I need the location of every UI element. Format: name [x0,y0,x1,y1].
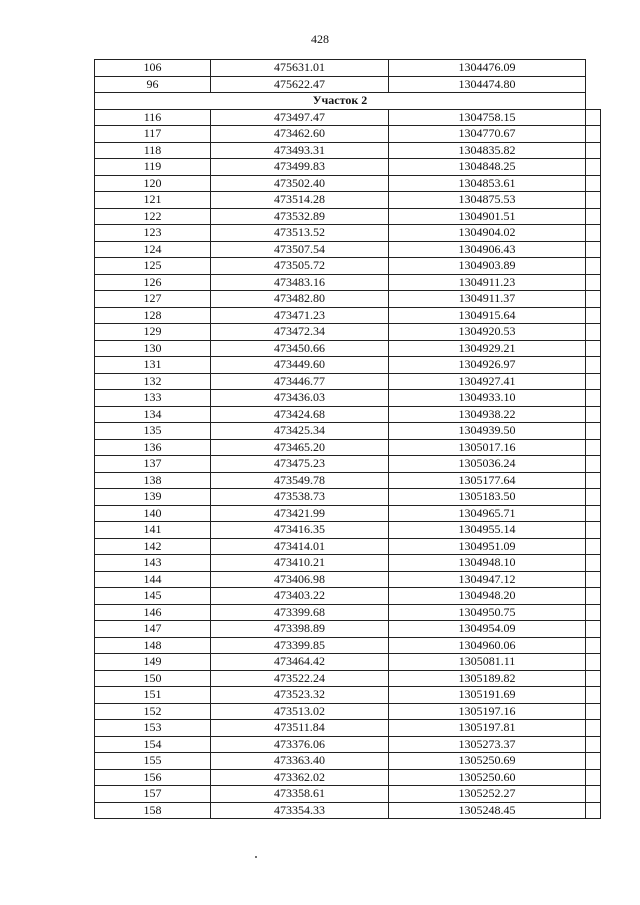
y-coordinate-cell: 1304911.37 [389,291,586,308]
table-row [95,753,601,770]
y-coordinate-cell: 1304835.82 [389,142,586,159]
y-coordinate-cell: 1304474.80 [389,76,586,93]
table-row [95,142,601,159]
x-coordinate-cell: 473376.06 [211,736,389,753]
point-number-cell: 150 [95,670,211,687]
x-coordinate-cell: 473363.40 [211,753,389,770]
y-coordinate-cell: 1304965.71 [389,505,586,522]
extra-cell [586,588,601,605]
point-number-cell: 155 [95,753,211,770]
table-row [95,192,601,209]
x-coordinate-cell: 473538.73 [211,489,389,506]
extra-cell [586,736,601,753]
blank-cell [586,60,601,77]
x-coordinate-cell: 473483.16 [211,274,389,291]
point-number-cell: 149 [95,654,211,671]
x-coordinate-cell: 473424.68 [211,406,389,423]
extra-cell [586,175,601,192]
table-row [95,654,601,671]
extra-cell [586,505,601,522]
x-coordinate-cell: 473421.99 [211,505,389,522]
extra-cell [586,670,601,687]
extra-cell [586,373,601,390]
table-row [95,159,601,176]
point-number-cell: 126 [95,274,211,291]
x-coordinate-cell: 473449.60 [211,357,389,374]
extra-cell [586,423,601,440]
x-coordinate-cell: 473362.02 [211,769,389,786]
table-row [95,423,601,440]
page-number: 428 [311,32,329,46]
point-number-cell: 134 [95,406,211,423]
point-number-cell: 154 [95,736,211,753]
table-row [95,208,601,225]
table-row [95,241,601,258]
table-row [95,307,601,324]
point-number-cell: 120 [95,175,211,192]
point-number-cell: 118 [95,142,211,159]
x-coordinate-cell: 473471.23 [211,307,389,324]
x-coordinate-cell: 473406.98 [211,571,389,588]
point-number-cell: 125 [95,258,211,275]
section-header-row [95,93,601,110]
y-coordinate-cell: 1304939.50 [389,423,586,440]
y-coordinate-cell: 1304933.10 [389,390,586,407]
y-coordinate-cell: 1304920.53 [389,324,586,341]
extra-cell [586,406,601,423]
x-coordinate-cell: 473507.54 [211,241,389,258]
y-coordinate-cell: 1305250.69 [389,753,586,770]
y-coordinate-cell: 1304948.20 [389,588,586,605]
x-coordinate-cell: 473499.83 [211,159,389,176]
table-row [95,456,601,473]
y-coordinate-cell: 1304476.09 [389,60,586,77]
y-coordinate-cell: 1304758.15 [389,109,586,126]
extra-cell [586,225,601,242]
table-row [95,687,601,704]
table-row [95,703,601,720]
y-coordinate-cell: 1304911.23 [389,274,586,291]
extra-cell [586,109,601,126]
point-number-cell: 133 [95,390,211,407]
extra-cell [586,142,601,159]
x-coordinate-cell: 473462.60 [211,126,389,143]
x-coordinate-cell: 473450.66 [211,340,389,357]
x-coordinate-cell: 473513.52 [211,225,389,242]
point-number-cell: 127 [95,291,211,308]
table-row [95,538,601,555]
point-number-cell: 131 [95,357,211,374]
x-coordinate-cell: 475631.01 [211,60,389,77]
table-row [95,720,601,737]
y-coordinate-cell: 1305189.82 [389,670,586,687]
y-coordinate-cell: 1304901.51 [389,208,586,225]
point-number-cell: 146 [95,604,211,621]
point-number-cell: 145 [95,588,211,605]
blank-cell [586,76,601,93]
y-coordinate-cell: 1305036.24 [389,456,586,473]
x-coordinate-cell: 473358.61 [211,786,389,803]
x-coordinate-cell: 473511.84 [211,720,389,737]
table-row [95,736,601,753]
extra-cell [586,802,601,819]
point-number-cell: 140 [95,505,211,522]
y-coordinate-cell: 1305197.16 [389,703,586,720]
point-number-cell: 143 [95,555,211,572]
point-number-cell: 136 [95,439,211,456]
extra-cell [586,439,601,456]
table-row [95,555,601,572]
x-coordinate-cell: 473493.31 [211,142,389,159]
point-number-cell: 124 [95,241,211,258]
point-number-cell: 144 [95,571,211,588]
table-row [95,126,601,143]
point-number-cell: 157 [95,786,211,803]
x-coordinate-cell: 473403.22 [211,588,389,605]
point-number-cell: 148 [95,637,211,654]
extra-cell [586,126,601,143]
y-coordinate-cell: 1305248.45 [389,802,586,819]
y-coordinate-cell: 1304951.09 [389,538,586,555]
point-number-cell: 96 [95,76,211,93]
table-row [95,175,601,192]
extra-cell [586,291,601,308]
x-coordinate-cell: 473523.32 [211,687,389,704]
point-number-cell: 147 [95,621,211,638]
y-coordinate-cell: 1304955.14 [389,522,586,539]
y-coordinate-cell: 1304906.43 [389,241,586,258]
y-coordinate-cell: 1304903.89 [389,258,586,275]
extra-cell [586,786,601,803]
table-row [95,472,601,489]
y-coordinate-cell: 1305252.27 [389,786,586,803]
point-number-cell: 121 [95,192,211,209]
extra-cell [586,274,601,291]
x-coordinate-cell: 473502.40 [211,175,389,192]
extra-cell [586,753,601,770]
point-number-cell: 152 [95,703,211,720]
table-row [95,786,601,803]
x-coordinate-cell: 473513.02 [211,703,389,720]
extra-cell [586,241,601,258]
y-coordinate-cell: 1305177.64 [389,472,586,489]
extra-cell [586,703,601,720]
y-coordinate-cell: 1305191.69 [389,687,586,704]
extra-cell [586,390,601,407]
y-coordinate-cell: 1304915.64 [389,307,586,324]
y-coordinate-cell: 1304848.25 [389,159,586,176]
point-number-cell: 156 [95,769,211,786]
y-coordinate-cell: 1304929.21 [389,340,586,357]
table-row [95,357,601,374]
extra-cell [586,324,601,341]
point-number-cell: 138 [95,472,211,489]
table-row [95,522,601,539]
coordinates-table-body [95,60,601,819]
extra-cell [586,192,601,209]
x-coordinate-cell: 473482.80 [211,291,389,308]
extra-cell [586,555,601,572]
extra-cell [586,159,601,176]
y-coordinate-cell: 1304948.10 [389,555,586,572]
x-coordinate-cell: 475622.47 [211,76,389,93]
x-coordinate-cell: 473446.77 [211,373,389,390]
x-coordinate-cell: 473414.01 [211,538,389,555]
point-number-cell: 151 [95,687,211,704]
x-coordinate-cell: 473416.35 [211,522,389,539]
y-coordinate-cell: 1305197.81 [389,720,586,737]
extra-cell [586,604,601,621]
blank-cell [586,93,601,110]
y-coordinate-cell: 1304853.61 [389,175,586,192]
point-number-cell: 158 [95,802,211,819]
x-coordinate-cell: 473475.23 [211,456,389,473]
extra-cell [586,456,601,473]
point-number-cell: 153 [95,720,211,737]
table-row [95,637,601,654]
scan-speck [255,856,257,858]
y-coordinate-cell: 1305250.60 [389,769,586,786]
extra-cell [586,637,601,654]
table-row [95,291,601,308]
x-coordinate-cell: 473514.28 [211,192,389,209]
y-coordinate-cell: 1304926.97 [389,357,586,374]
extra-cell [586,538,601,555]
point-number-cell: 130 [95,340,211,357]
x-coordinate-cell: 473532.89 [211,208,389,225]
extra-cell [586,340,601,357]
table-row [95,621,601,638]
table-row [95,769,601,786]
x-coordinate-cell: 473465.20 [211,439,389,456]
section-title: Участок 2 [95,93,586,110]
x-coordinate-cell: 473354.33 [211,802,389,819]
x-coordinate-cell: 473399.68 [211,604,389,621]
point-number-cell: 119 [95,159,211,176]
point-number-cell: 137 [95,456,211,473]
y-coordinate-cell: 1304960.06 [389,637,586,654]
point-number-cell: 117 [95,126,211,143]
table-row [95,670,601,687]
y-coordinate-cell: 1305081.11 [389,654,586,671]
point-number-cell: 142 [95,538,211,555]
x-coordinate-cell: 473472.34 [211,324,389,341]
y-coordinate-cell: 1305183.50 [389,489,586,506]
point-number-cell: 106 [95,60,211,77]
y-coordinate-cell: 1304954.09 [389,621,586,638]
y-coordinate-cell: 1305273.37 [389,736,586,753]
table-row [95,324,601,341]
extra-cell [586,769,601,786]
extra-cell [586,720,601,737]
extra-cell [586,307,601,324]
extra-cell [586,208,601,225]
x-coordinate-cell: 473410.21 [211,555,389,572]
extra-cell [586,472,601,489]
y-coordinate-cell: 1304950.75 [389,604,586,621]
y-coordinate-cell: 1304947.12 [389,571,586,588]
x-coordinate-cell: 473522.24 [211,670,389,687]
table-row [95,439,601,456]
extra-cell [586,654,601,671]
coordinates-table [94,59,601,819]
point-number-cell: 122 [95,208,211,225]
extra-cell [586,258,601,275]
x-coordinate-cell: 473425.34 [211,423,389,440]
table-row [95,802,601,819]
x-coordinate-cell: 473505.72 [211,258,389,275]
table-row [95,225,601,242]
table-row [95,258,601,275]
table-row [95,373,601,390]
y-coordinate-cell: 1304938.22 [389,406,586,423]
point-number-cell: 135 [95,423,211,440]
point-number-cell: 141 [95,522,211,539]
extra-cell [586,687,601,704]
extra-cell [586,489,601,506]
table-row [95,406,601,423]
table-row [95,588,601,605]
point-number-cell: 128 [95,307,211,324]
point-number-cell: 123 [95,225,211,242]
x-coordinate-cell: 473399.85 [211,637,389,654]
table-row [95,489,601,506]
table-row [95,505,601,522]
point-number-cell: 129 [95,324,211,341]
y-coordinate-cell: 1304904.02 [389,225,586,242]
x-coordinate-cell: 473497.47 [211,109,389,126]
y-coordinate-cell: 1304927.41 [389,373,586,390]
extra-cell [586,522,601,539]
x-coordinate-cell: 473464.42 [211,654,389,671]
y-coordinate-cell: 1304875.53 [389,192,586,209]
x-coordinate-cell: 473398.89 [211,621,389,638]
y-coordinate-cell: 1305017.16 [389,439,586,456]
extra-cell [586,621,601,638]
table-row [95,571,601,588]
y-coordinate-cell: 1304770.67 [389,126,586,143]
x-coordinate-cell: 473549.78 [211,472,389,489]
table-row [95,76,601,93]
point-number-cell: 132 [95,373,211,390]
table-row [95,604,601,621]
table-row [95,274,601,291]
table-row [95,340,601,357]
extra-cell [586,571,601,588]
table-row [95,109,601,126]
table-row [95,60,601,77]
x-coordinate-cell: 473436.03 [211,390,389,407]
point-number-cell: 116 [95,109,211,126]
table-row [95,390,601,407]
extra-cell [586,357,601,374]
point-number-cell: 139 [95,489,211,506]
